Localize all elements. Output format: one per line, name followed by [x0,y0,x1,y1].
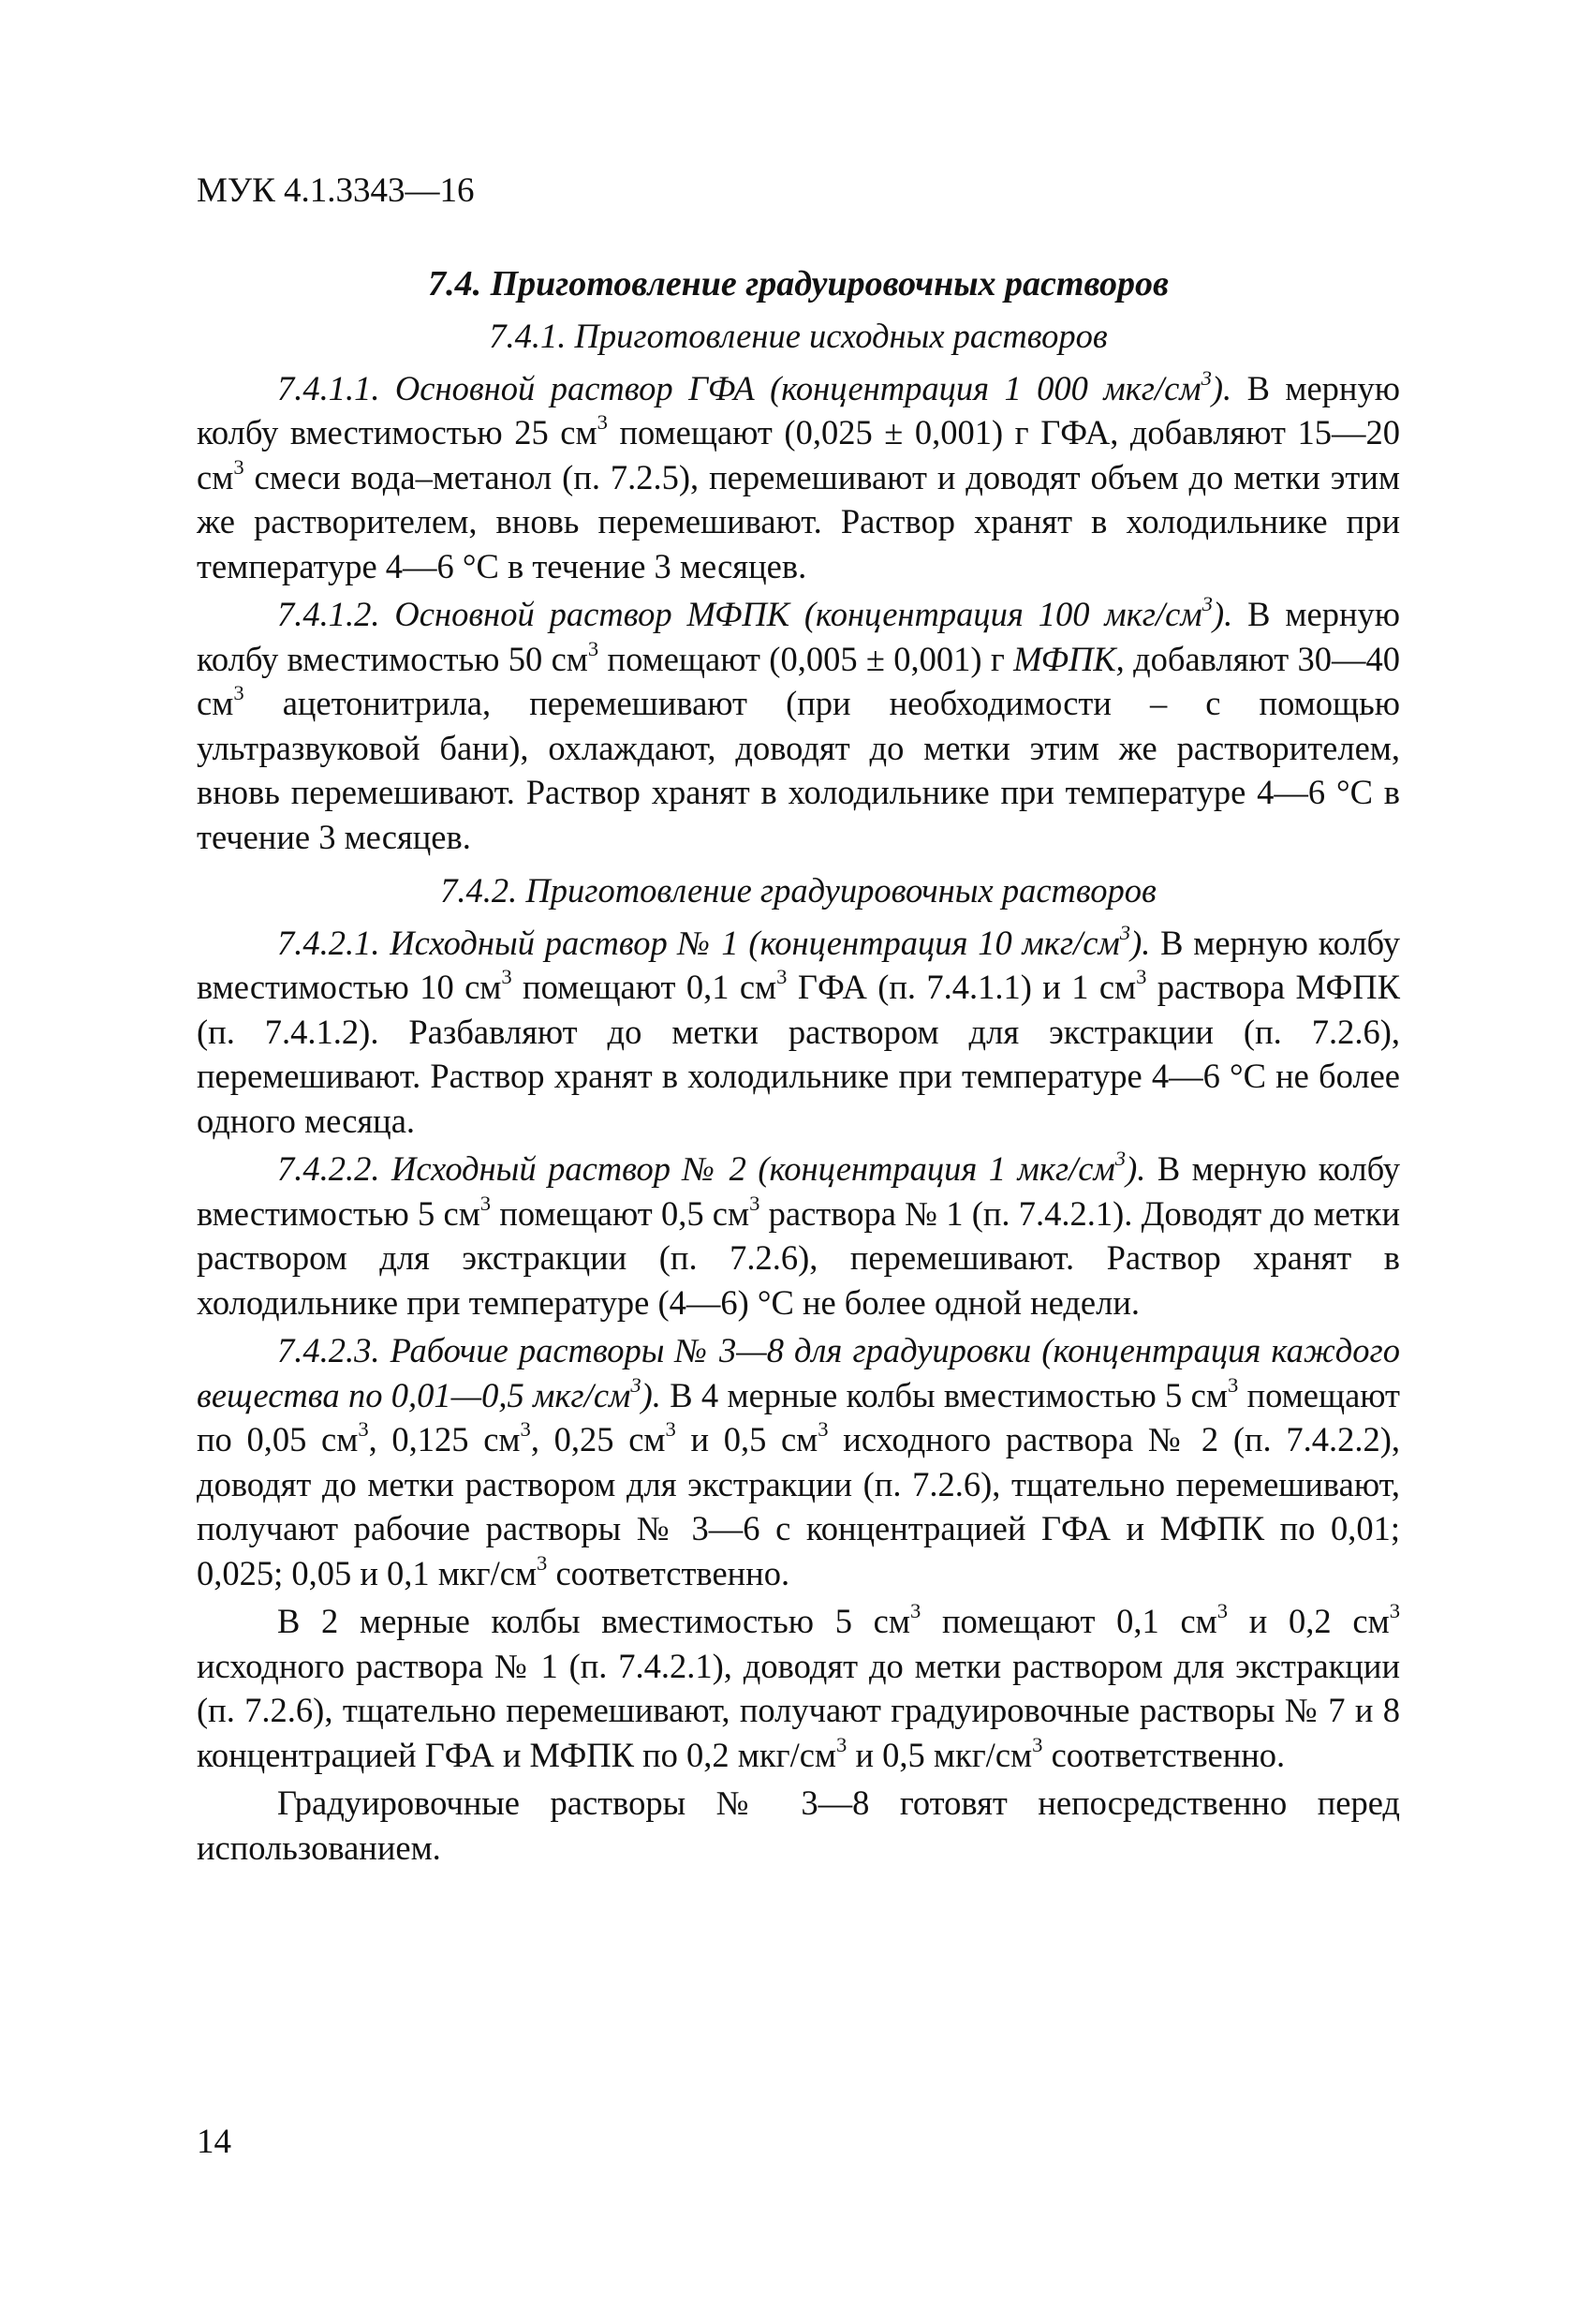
page-number: 14 [197,2123,231,2161]
paragraph-7-4-1-1: 7.4.1.1. Основной раствор ГФА (концентрация 1 000 мкг/$см^3$). В мерную колбу вместимостью 25 $см^3$ помещают (0,025 ± 0,001) г ГФА, добавляют 15—20 $см^3$ смеси вода–метанол (п. 7.2.5), перемешивают и доводят объем до метки этим же растворителем, вновь перемешивают. Раствор хранят в холодильнике при температуре 4—6 °С в течение 3 месяцев. [197,365,1401,585]
paragraph-7-4-1-2: 7.4.1.2. Основной раствор МФПК (концентрация 100 мкг/$см^3$). В мерную колбу вместимостью 50 $см^3$ помещают (0,005 ± 0,001) г МФПК, добавляют 30—40 $см^3$ ацетонитрила, перемешивают (при необходимости – с помощью ультразвуковой бани), охлаждают, доводят до метки этим же растворителем, вновь перемешивают. Раствор хранят в холодильнике при температуре 4—6 °С в течение 3 месяцев. [197,592,1401,856]
paragraph-lead: 7.4.2.3. Рабочие растворы № 3—8 для градуировки (концентрация каждого вещества по 0,01—0,5 мкг/$см^3$). [197,1331,1400,1414]
paragraph-lead: 7.4.1.1. Основной раствор ГФА (концентрация 1 000 мкг/$см^3$). [277,365,1232,407]
paragraph-final-note: Градуировочные растворы № 3—8 готовят непосредственно перед использованием. [197,1784,1400,1867]
paragraph-7-4-2-3: 7.4.2.3. Рабочие растворы № 3—8 для градуировки (концентрация каждого вещества по 0,01—0,5 мкг/$см^3$). В 4 мерные колбы вместимостью 5 $см^3$ помещают по 0,05 $см^3$, 0,125 $см^3$, 0,25 $см^3$ и 0,5 $см^3$ исходного раствора № 2 (п. 7.4.2.2), доводят до метки раствором для экстракции (п. 7.2.6), тщательно перемешивают, получают рабочие растворы № 3—6 с концентрацией ГФА и МФПК по 0,01; 0,025; 0,05 и 0,1 мкг/$см^3$ соответственно. [197,1331,1401,1592]
paragraph-7-4-2-2: 7.4.2.2. Исходный раствор № 2 (концентрация 1 мкг/$см^3$). В мерную колбу вместимостью 5 $см^3$ помещают 0,5 $см^3$ раствора № 1 (п. 7.4.2.1). Доводят до метки раствором для экстракции (п. 7.2.6), перемешивают. Раствор хранят в холодильнике при температуре (4—6) °С не более одной недели. [197,1147,1401,1322]
subsection-title-7-4-2: 7.4.2. Приготовление градуировочных растворов [440,871,1157,910]
paragraph-lead: 7.4.2.1. Исходный раствор № 1 (концентрация 10 мкг/$см^3$). [277,920,1151,962]
document-page [197,169,1400,1873]
paragraph-lead: 7.4.1.2. Основной раствор МФПК (концентрация 100 мкг/$см^3$). [277,592,1233,633]
section-title: 7.4. Приготовление градуировочных растворов [428,263,1169,303]
paragraph-7-4-2-1: 7.4.2.1. Исходный раствор № 1 (концентрация 10 мкг/$см^3$). В мерную колбу вместимостью 10 $см^3$ помещают 0,1 $см^3$ ГФА (п. 7.4.1.1) и 1 $см^3$ раствора МФПК (п. 7.4.1.2). Разбавляют до метки раствором для экстракции (п. 7.2.6), перемешивают. Раствор хранят в холодильнике при температуре 4—6 °С не более одного месяца. [197,920,1400,1140]
document-header: МУК 4.1.3343—16 [197,171,475,210]
paragraph-working-solutions-7-8: В 2 мерные колбы вместимостью 5 $см^3$ помещают 0,1 $см^3$ и 0,2 $см^3$ исходного раствора № 1 (п. 7.4.2.1), доводят до метки раствором для экстракции (п. 7.2.6), тщательно перемешивают, получают градуировочные растворы № 7 и 8 концентрацией ГФА и МФПК по 0,2 мкг/$см^3$ и 0,5 мкг/$см^3$ соответственно. [197,1599,1400,1774]
subsection-title-7-4-1: 7.4.1. Приготовление исходных растворов [489,317,1108,355]
paragraph-lead: 7.4.2.2. Исходный раствор № 2 (концентрация 1 мкг/$см^3$). [277,1147,1146,1188]
